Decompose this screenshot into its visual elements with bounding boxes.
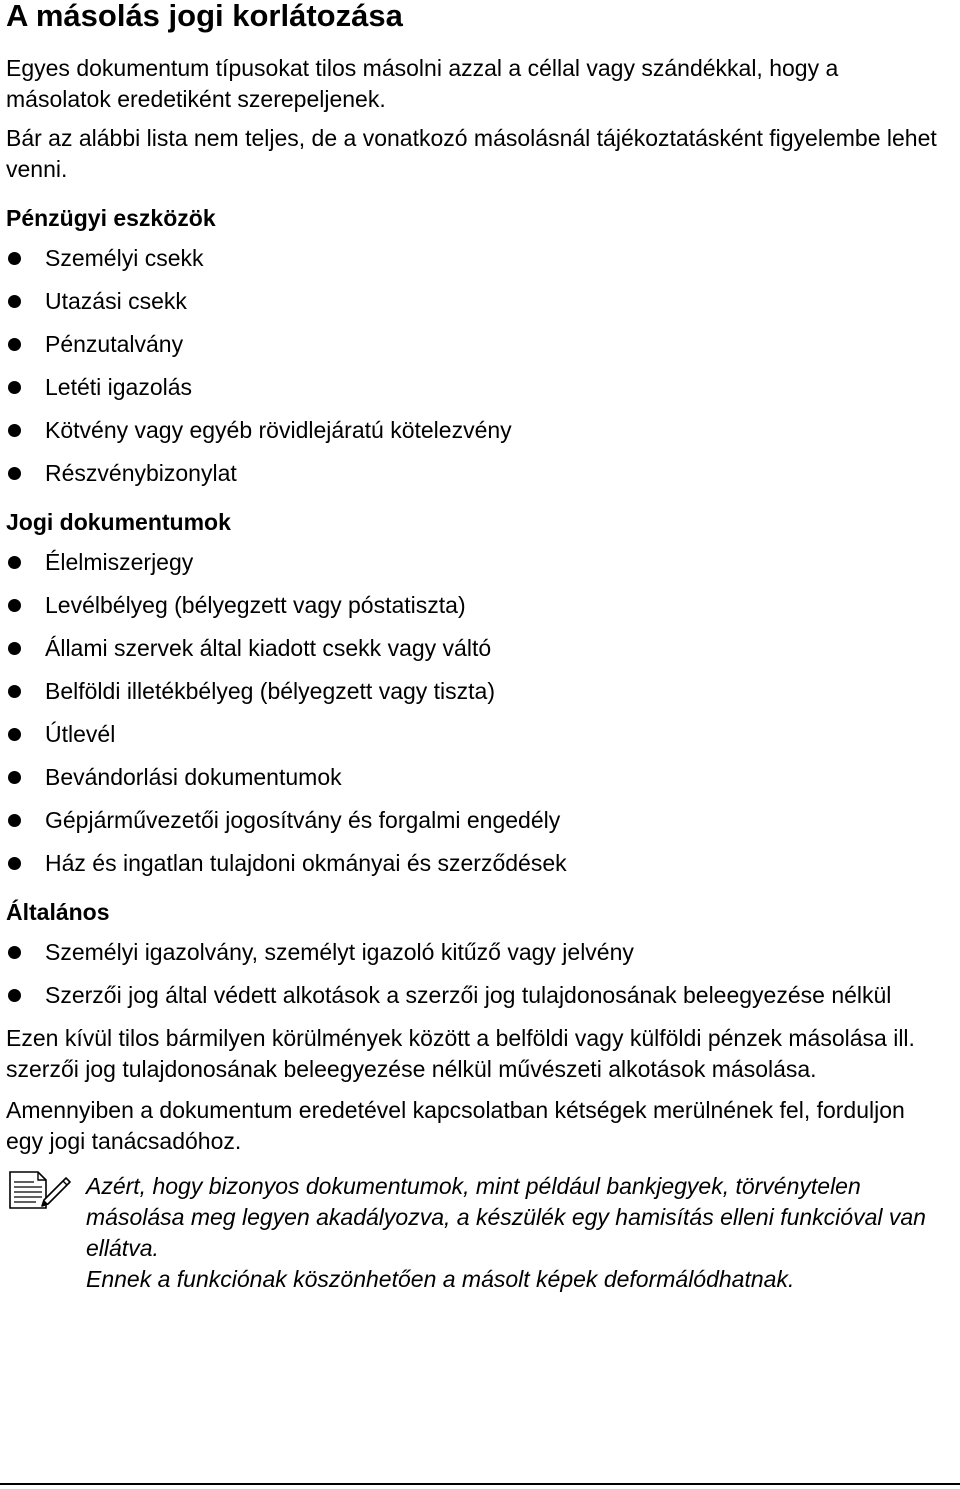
list-item: Letéti igazolás (6, 372, 946, 403)
list-item: Útlevél (6, 719, 946, 750)
list-item: Pénzutalvány (6, 329, 946, 360)
bullet-icon (8, 989, 21, 1002)
list-item: Kötvény vagy egyéb rövidlejáratú kötelezvény (6, 415, 946, 446)
bullet-icon (8, 556, 21, 569)
closing-paragraph-1: Ezen kívül tilos bármilyen körülmények között a belföldi vagy külföldi pénzek másolása ill. szerzői jog tulajdonosának beleegyezése nélkül művészeti alkotások másolása. (6, 1025, 915, 1082)
section-heading-general: Általános (6, 899, 110, 925)
bottom-rule (0, 1483, 960, 1485)
list-item: Bevándorlási dokumentumok (6, 762, 946, 793)
list-item: Személyi csekk (6, 243, 946, 274)
bullet-icon (8, 642, 21, 655)
list-item: Személyi igazolvány, személyt igazoló kitűző vagy jelvény (6, 937, 946, 968)
section-heading-financial: Pénzügyi eszközök (6, 205, 216, 231)
bullet-icon (8, 771, 21, 784)
bullet-icon (8, 467, 21, 480)
note-box (6, 1171, 946, 1295)
bullet-icon (8, 946, 21, 959)
bullet-icon (8, 338, 21, 351)
closing-paragraph-2: Amennyiben a dokumentum eredetével kapcsolatban kétségek merülnének fel, forduljon egy jogi tanácsadóhoz. (6, 1097, 905, 1154)
bullet-icon (8, 814, 21, 827)
bullet-icon (8, 857, 21, 870)
note-text-1: Azért, hogy bizonyos dokumentumok, mint például bankjegyek, törvénytelen másolása meg legyen akadályozva, a készülék egy hamisítás elleni funkcióval van ellátva. (86, 1173, 926, 1261)
intro-paragraph-2: Bár az alábbi lista nem teljes, de a vonatkozó másolásnál tájékoztatásként figyelembe lehet venni. (6, 125, 937, 182)
list-item: Utazási csekk (6, 286, 946, 317)
bullet-icon (8, 381, 21, 394)
bullet-icon (8, 424, 21, 437)
page-title: A másolás jogi korlátozása (6, 0, 403, 33)
note-pencil-icon (8, 1170, 72, 1210)
bullet-icon (8, 599, 21, 612)
list-item: Levélbélyeg (bélyegzett vagy póstatiszta) (6, 590, 946, 621)
note-text-2: Ennek a funkciónak köszönhetően a másolt képek deformálódhatnak. (86, 1266, 795, 1292)
legal-list (6, 547, 946, 879)
general-list (6, 937, 946, 1011)
bullet-icon (8, 295, 21, 308)
list-item: Élelmiszerjegy (6, 547, 946, 578)
list-item: Gépjárművezetői jogosítvány és forgalmi engedély (6, 805, 946, 836)
list-item: Állami szervek által kiadott csekk vagy váltó (6, 633, 946, 664)
list-item: Belföldi illetékbélyeg (bélyegzett vagy tiszta) (6, 676, 946, 707)
bullet-icon (8, 252, 21, 265)
list-item: Ház és ingatlan tulajdoni okmányai és szerződések (6, 848, 946, 879)
list-item: Szerzői jog által védett alkotások a szerzői jog tulajdonosának beleegyezése nélkül (6, 980, 946, 1011)
intro-paragraph-1: Egyes dokumentum típusokat tilos másolni azzal a céllal vagy szándékkal, hogy a másolatok eredetiként szerepeljenek. (6, 55, 839, 112)
financial-list (6, 243, 946, 489)
bullet-icon (8, 728, 21, 741)
section-heading-legal: Jogi dokumentumok (6, 509, 231, 535)
list-item: Részvénybizonylat (6, 458, 946, 489)
bullet-icon (8, 685, 21, 698)
document-page (6, 0, 946, 1295)
